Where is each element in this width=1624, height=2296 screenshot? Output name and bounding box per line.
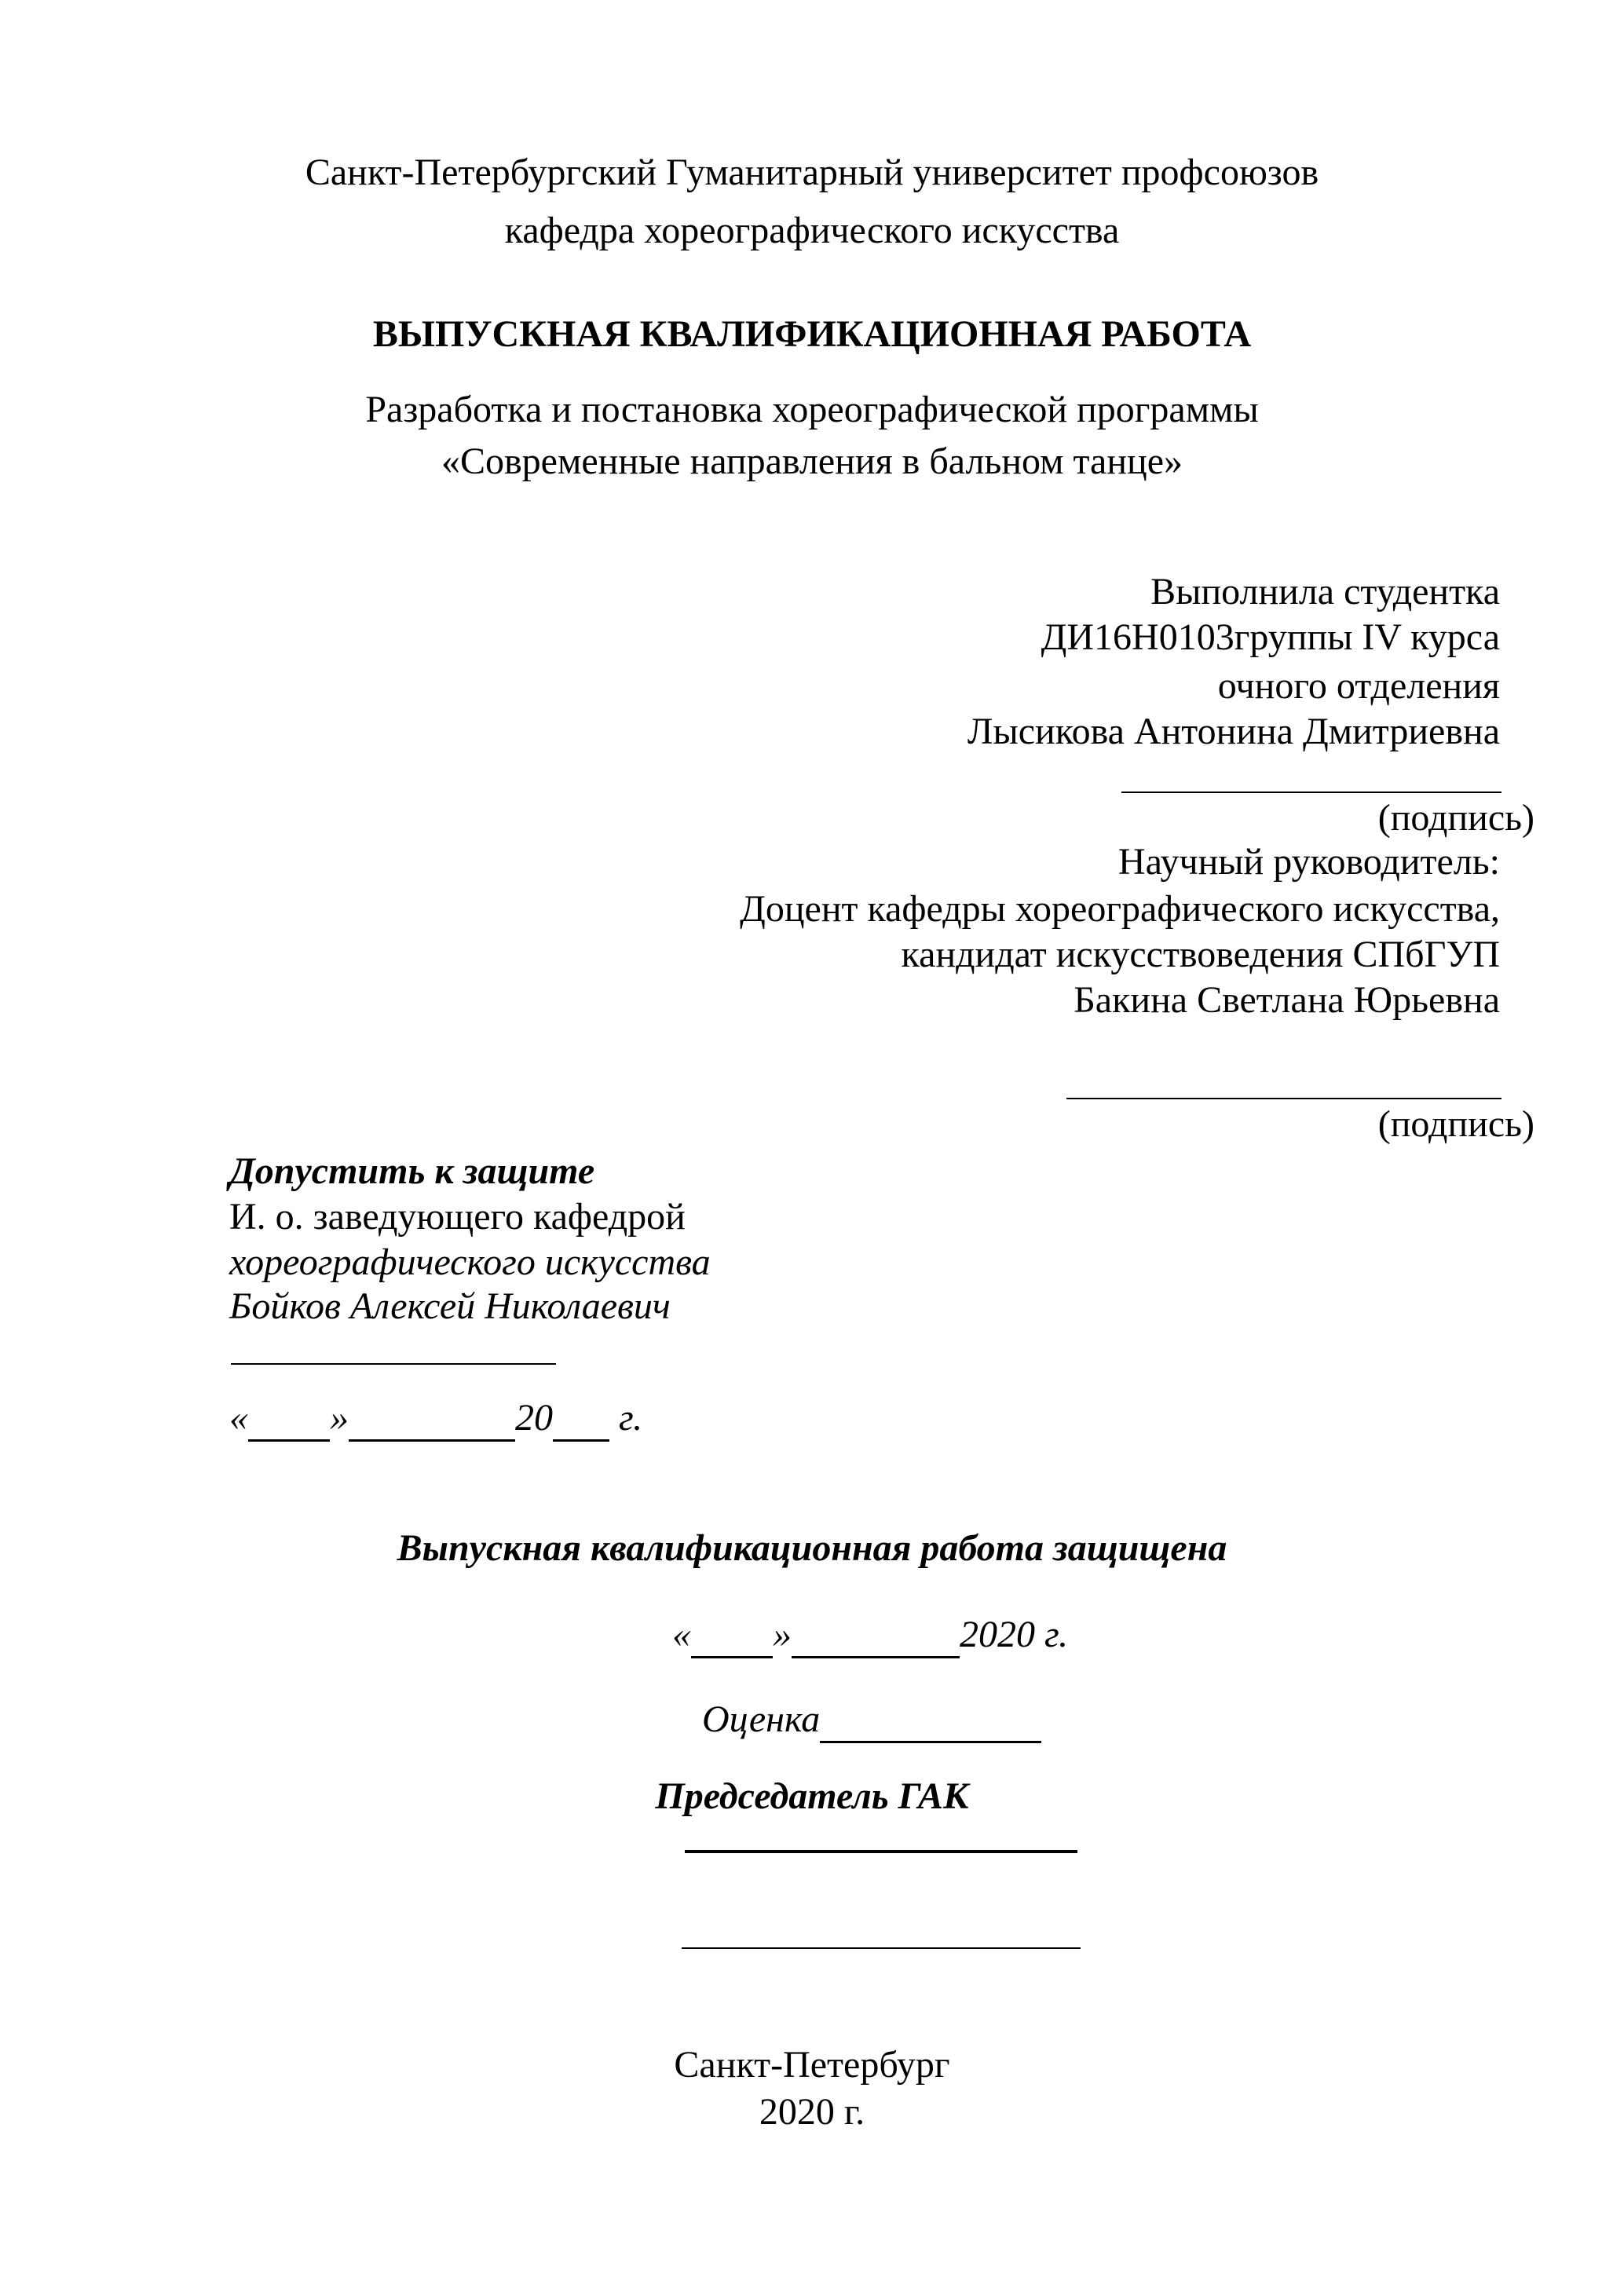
defense-date-month-blank	[792, 1613, 960, 1658]
supervisor-heading: Научный руководитель:	[1117, 841, 1500, 883]
supervisor-name: Бакина Светлана Юрьевна	[1074, 979, 1500, 1021]
work-type-title: ВЫПУСКНАЯ КВАЛИФИКАЦИОННАЯ РАБОТА	[372, 313, 1252, 355]
defense-date-close-quote: »	[773, 1614, 792, 1655]
admission-signature-line	[231, 1363, 556, 1365]
student-name: Лысикова Антонина Дмитриевна	[967, 711, 1500, 752]
admission-date-year-blank	[553, 1396, 609, 1442]
topic-line-1: Разработка и постановка хореографической программы	[365, 389, 1259, 430]
admission-date	[229, 1396, 642, 1442]
defense-date-open-quote: «	[672, 1614, 691, 1655]
student-group: ДИ16Н0103группы IV курса	[1041, 616, 1500, 658]
student-signature-label: (подпись)	[1377, 797, 1534, 839]
defense-heading: Выпускная квалификационная работа защищена	[397, 1527, 1227, 1569]
university-name: Санкт-Петербургский Гуманитарный университет профсоюзов	[305, 152, 1319, 193]
topic-line-2: «Современные направления в бальном танце»	[441, 441, 1183, 482]
admission-date-open-quote: «	[229, 1397, 248, 1439]
supervisor-degree: кандидат искусствоведения СПбГУП	[901, 934, 1500, 975]
grade-field	[702, 1698, 1041, 1743]
supervisor-position: Доцент кафедры хореографического искусства,	[740, 888, 1500, 930]
admission-department: хореографического искусства	[229, 1241, 711, 1283]
defense-date-day-blank	[691, 1613, 773, 1658]
footer-city: Санкт-Петербург	[674, 2044, 950, 2086]
admission-heading: Допустить к защите	[229, 1150, 595, 1192]
footer-year: 2020 г.	[759, 2091, 865, 2133]
supervisor-signature-label: (подпись)	[1377, 1103, 1534, 1145]
admission-date-suffix: г.	[609, 1397, 643, 1439]
grade-blank	[820, 1698, 1041, 1743]
chair-signature-line-2	[682, 1947, 1081, 1949]
admission-date-day-blank	[248, 1396, 330, 1442]
department-name: кафедра хореографического искусства	[504, 210, 1120, 251]
student-line-1: Выполнила студентка	[1150, 571, 1500, 612]
admission-name: Бойков Алексей Николаевич	[229, 1285, 671, 1327]
chair-label: Председатель ГАК	[655, 1775, 969, 1817]
defense-date	[672, 1613, 1068, 1658]
admission-date-month-blank	[349, 1396, 515, 1442]
admission-role: И. о. заведующего кафедрой	[229, 1196, 686, 1238]
grade-label: Оценка	[702, 1698, 821, 1740]
defense-date-year: 2020 г.	[960, 1614, 1069, 1655]
admission-date-close-quote: »	[330, 1397, 349, 1439]
admission-date-year-prefix: 20	[515, 1397, 553, 1439]
student-signature-line	[1121, 792, 1501, 793]
student-department: очного отделения	[1217, 665, 1500, 707]
supervisor-signature-line	[1066, 1098, 1501, 1099]
chair-signature-line-1	[685, 1850, 1077, 1853]
